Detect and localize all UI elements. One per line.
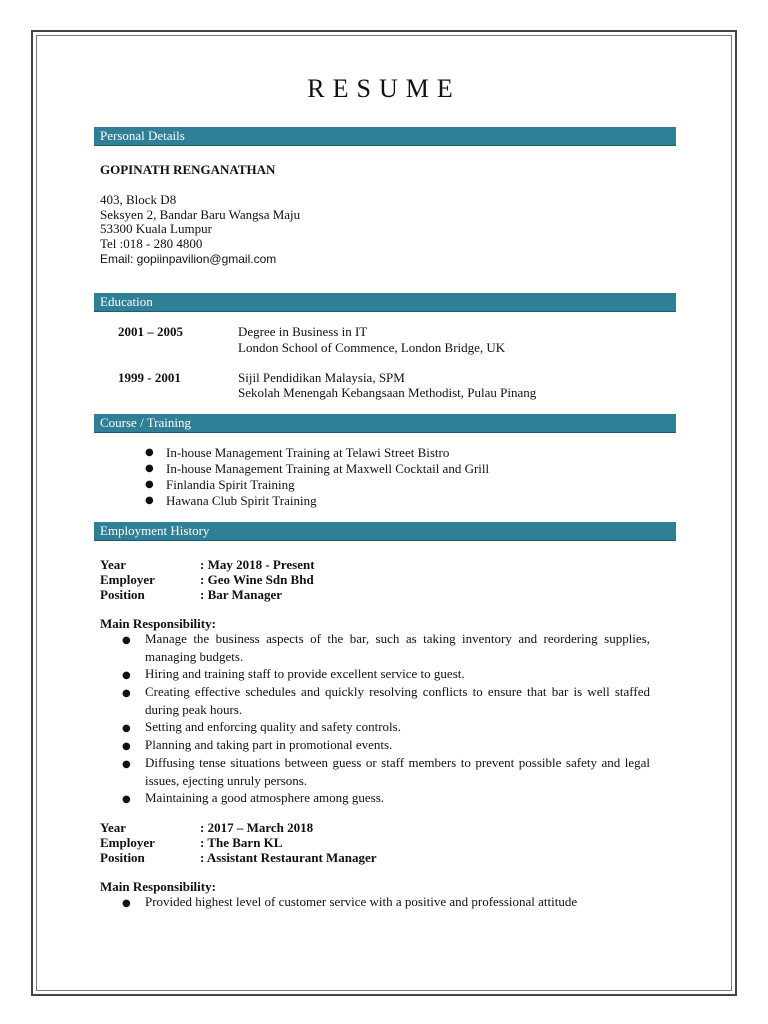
education-years: 1999 - 2001	[118, 370, 181, 385]
telephone: Tel :018 - 280 4800	[100, 236, 203, 251]
label-employer: Employer	[100, 572, 155, 587]
label-main-responsibility: Main Responsibility:	[100, 879, 216, 894]
candidate-name: GOPINATH RENGANATHAN	[100, 162, 276, 177]
duty-item: Creating effective schedules and quickly resolving conflicts to ensure that bar is well staffed during peak hours.	[145, 684, 650, 717]
duty-item: Planning and taking part in promotional events.	[145, 737, 393, 752]
bullet-icon: ●	[122, 794, 131, 805]
education-school: London School of Commence, London Bridge, UK	[238, 340, 506, 355]
course-item: In-house Management Training at Maxwell Cocktail and Grill	[166, 461, 490, 476]
label-main-responsibility: Main Responsibility:	[100, 616, 216, 631]
section-header-education: Education	[94, 293, 676, 312]
bullet-icon: ●	[122, 670, 131, 681]
duty-item: Setting and enforcing quality and safety controls.	[145, 719, 401, 734]
section-header-personal: Personal Details	[94, 127, 676, 146]
duty-item: Hiring and training staff to provide excellent service to guest.	[145, 666, 465, 681]
course-item: Hawana Club Spirit Training	[166, 493, 317, 508]
bullet-icon: ●	[145, 447, 154, 458]
duty-item: Provided highest level of customer service with a positive and professional attitude	[145, 894, 578, 909]
duty-item: Maintaining a good atmosphere among guess.	[145, 790, 385, 805]
label-position: Position	[100, 587, 145, 602]
education-years: 2001 – 2005	[118, 324, 183, 339]
job-position: : Assistant Restaurant Manager	[200, 850, 377, 865]
bullet-icon: ●	[145, 463, 154, 474]
section-header-employment: Employment History	[94, 522, 676, 541]
bullet-icon: ●	[122, 635, 131, 646]
job-year: : 2017 – March 2018	[200, 820, 314, 835]
bullet-icon: ●	[122, 898, 131, 909]
duty-item: Manage the business aspects of the bar, such as taking inventory and reordering supplies, managing budgets.	[145, 631, 650, 664]
job-year: : May 2018 - Present	[200, 557, 315, 572]
bullet-icon: ●	[145, 495, 154, 506]
job-employer: : The Barn KL	[200, 835, 283, 850]
label-year: Year	[100, 557, 126, 572]
label-position: Position	[100, 850, 145, 865]
job-position: : Bar Manager	[200, 587, 283, 602]
label-year: Year	[100, 820, 126, 835]
bullet-icon: ●	[122, 759, 131, 770]
bullet-icon: ●	[145, 479, 154, 490]
bullet-icon: ●	[122, 723, 131, 734]
address-line-1: 403, Block D8	[100, 192, 177, 207]
job-employer: : Geo Wine Sdn Bhd	[200, 572, 314, 587]
bullet-icon: ●	[122, 741, 131, 752]
label-employer: Employer	[100, 835, 155, 850]
education-degree: Sijil Pendidikan Malaysia, SPM	[238, 370, 405, 385]
email: Email: gopiinpavilion@gmail.com	[100, 252, 277, 266]
course-item: In-house Management Training at Telawi Street Bistro	[166, 445, 450, 460]
education-school: Sekolah Menengah Kebangsaan Methodist, Pulau Pinang	[238, 385, 537, 400]
education-degree: Degree in Business in IT	[238, 324, 368, 339]
course-item: Finlandia Spirit Training	[166, 477, 295, 492]
resume-title: RESUME	[307, 74, 461, 103]
bullet-icon: ●	[122, 688, 131, 699]
address-line-2: Seksyen 2, Bandar Baru Wangsa Maju	[100, 207, 301, 222]
duty-item: Diffusing tense situations between guess or staff members to prevent possible safety and legal issues, ejecting unruly persons.	[145, 755, 650, 788]
address-line-3: 53300 Kuala Lumpur	[100, 221, 212, 236]
section-header-courses: Course / Training	[94, 414, 676, 433]
